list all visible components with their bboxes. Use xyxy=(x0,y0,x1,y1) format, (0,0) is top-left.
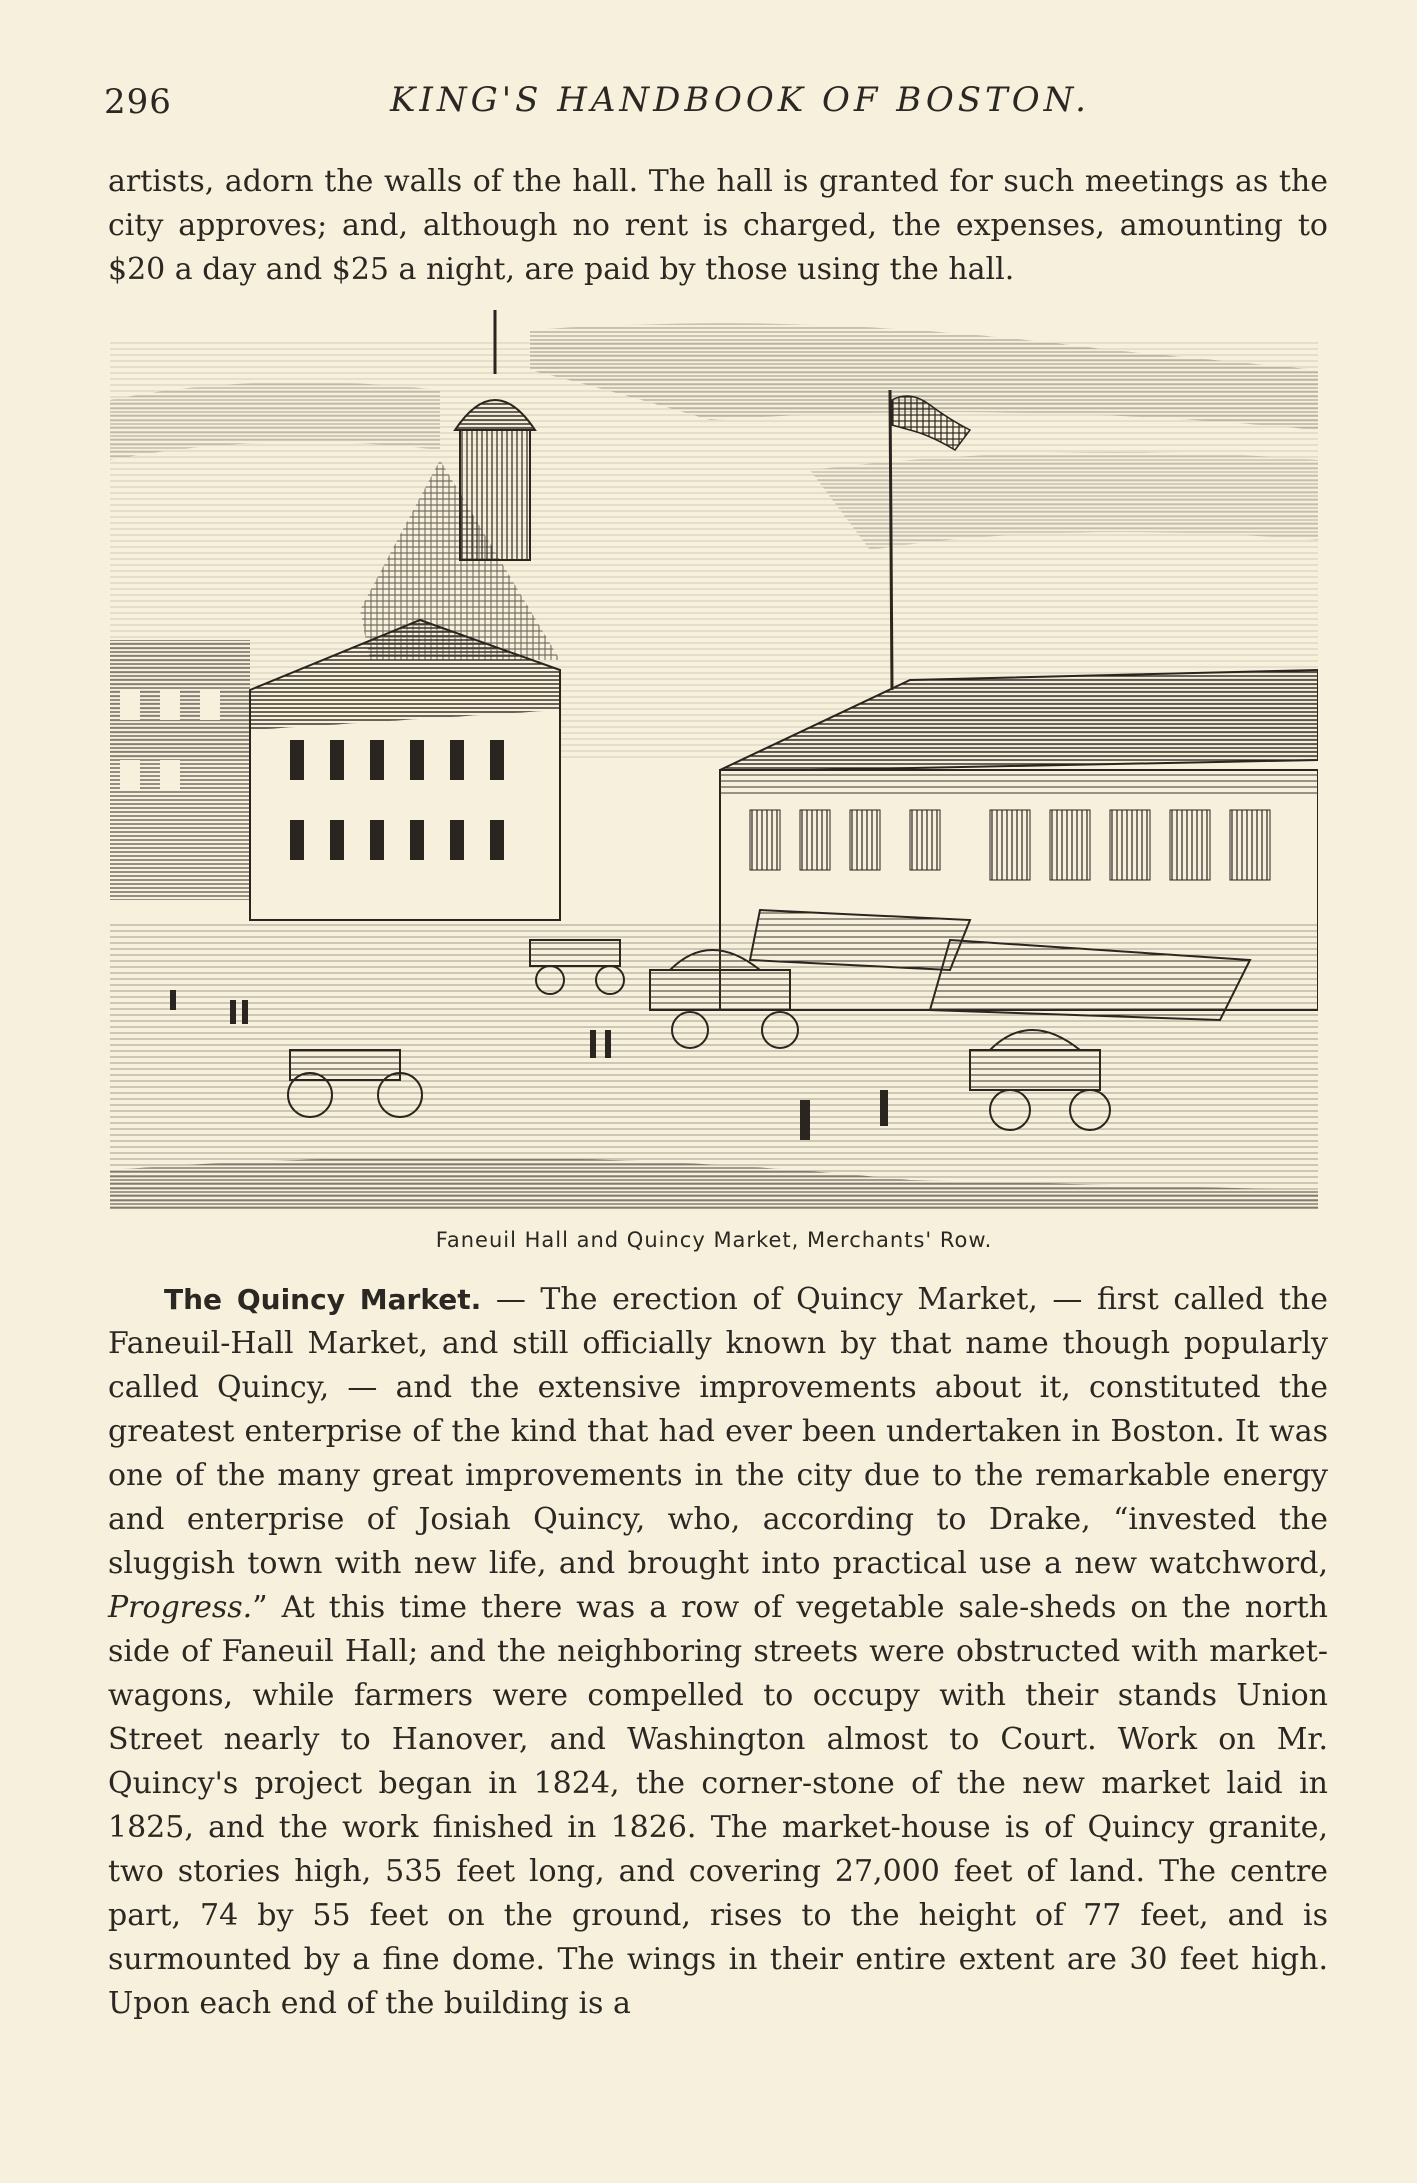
running-title: KING'S HANDBOOK OF BOSTON. xyxy=(390,80,1090,120)
main-paragraph xyxy=(108,1278,1328,2026)
italic-word: Progress. xyxy=(108,1590,253,1625)
page-number: 296 xyxy=(104,82,172,122)
main-text-part-2: ” At this time there was a row of vegetable sale-sheds on the north side of Faneuil Hall; and the neighboring streets were obstructed with market-wagons, while farmers were compelled to occupy with their stands Union Street nearly to Hanover, and Washington almost to Court. Work on Mr. Quincy's project began in 1824, the corner-stone of the new market laid in 1825, and the work finished in 1826. The market-house is of Quincy granite, two stories high, 535 feet long, and covering 27,000 feet of land. The centre part, 74 by 55 feet on the ground, rises to the height of 77 feet, and is surmounted by a fine dome. The wings in their entire extent are 30 feet high. Upon each end of the building is a xyxy=(108,1590,1328,2021)
engraving-illustration xyxy=(110,310,1318,1210)
background-buildings xyxy=(110,640,250,900)
figure-caption: Faneuil Hall and Quincy Market, Merchants' Row. xyxy=(435,1228,993,1252)
engraving-svg xyxy=(110,310,1318,1210)
top-paragraph: artists, adorn the walls of the hall. The hall is granted for such meetings as the city approves; and, although no rent is charged, the expenses, amounting to $20 a day and $25 a night, are paid by those using the hall. xyxy=(108,164,1328,287)
main-text-part-1: — The erection of Quincy Market, — first called the Faneuil-Hall Market, and still officially known by that name though popularly called Quincy, — and the extensive improvements about it, constituted the greatest enterprise of the kind that had ever been undertaken in Boston. It was one of the many great improvements in the city due to the remarkable energy and enterprise of Josiah Quincy, who, according to Drake, “invested the sluggish town with new life, and brought into practical use a new watchword, xyxy=(108,1282,1328,1581)
run-in-heading: The Quincy Market. xyxy=(164,1283,482,1316)
